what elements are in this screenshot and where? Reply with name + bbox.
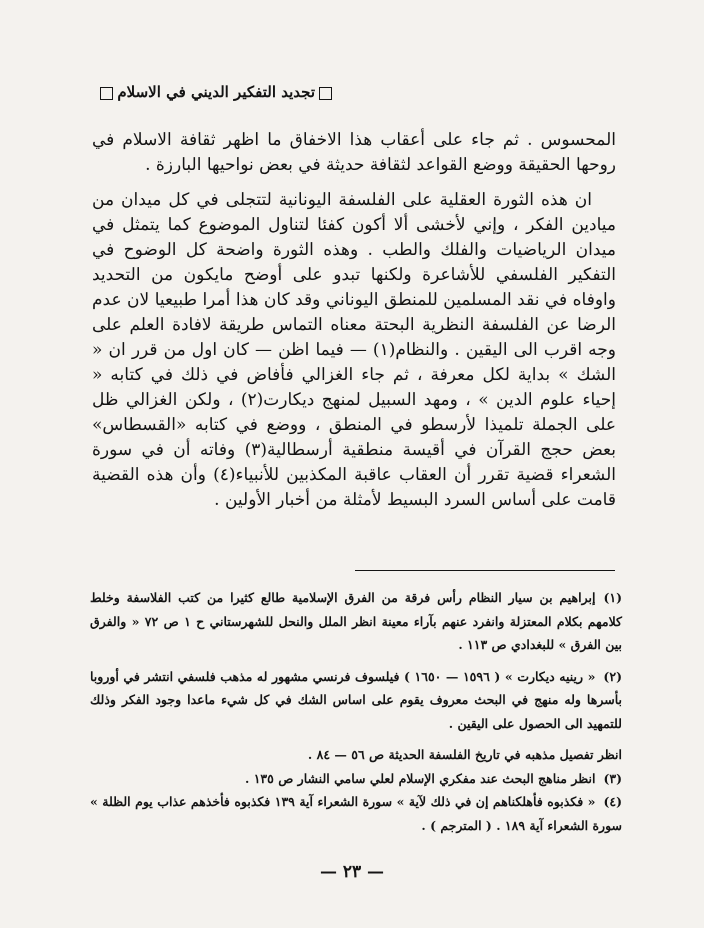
footnote [90, 767, 622, 791]
body-text [92, 128, 616, 513]
footnote-number: (٣) [603, 770, 622, 786]
footnotes [90, 586, 622, 837]
footnote-separator [355, 570, 615, 571]
footnote-text: إبراهيم بن سيار النظام رأس فرقة من الفرق الإسلامية طالع كثيرا من كتب الفلاسفة وخلط كلامهم بكلام المعتزلة وانفرد عنهم بآراء معينة انظر الملل والنحل للشهرستاني ح ١ ص ٧٢ « والفرق بين الفرق » للبغدادي ص ١١٣ . [90, 590, 622, 652]
header-square-ornament [100, 87, 113, 100]
footnote-number: (٢) [603, 668, 622, 684]
body-paragraph: ان هذه الثورة العقلية على الفلسفة اليونانية لتتجلى في كل ميدان من ميادين الفكر ، وإني لأخشى ألا أكون كفئا لتناول الموضوع كما يتمثل في ميدان الرياضيات والفلك والطب . وهذه الثورة واضحة كل الوضوح في التفكير الفلسفي للأشاعرة ولكنها تبدو على أوضح مايكون من التحديد واوفاه في نقد المسلمين للمنطق اليوناني وقد كان هذا أمرا طبيعيا لان عدم الرضا عن الفلسفة النظرية البحتة معناه التماس طريقة لافادة العلم على وجه اقرب الى اليقين . والنظام(١) — فيما اظن — كان اول من قرر ان « الشك » بداية لكل معرفة ، ثم جاء الغزالي فأفاض في ذلك في كتابه « إحياء علوم الدين » ، ومهد السبيل لمنهج ديكارت(٢) ، ولكن الغزالي ظل على الجملة تلميذا لأرسطو في المنطق ، ووضع في كتابه «القسطاس» بعض حجج القرآن في أقيسة منطقية أرسطالية(٣) وفاته أن في سورة الشعراء قضية تقرر أن العقاب عاقبة المكذبين للأنبياء(٤) وأن هذه القضية قامت على أساس السرد البسيط لأمثلة من أخبار الأولين . [92, 190, 617, 510]
body-paragraph: المحسوس . ثم جاء على أعقاب هذا الاخفاق ما اظهر ثقافة الاسلام في روحها الحقيقة ووضع القواعد لثقافة حديثة في بعض نواحيها البارزة . [92, 130, 616, 175]
footnote [90, 586, 622, 657]
footnote-text: « فكذبوه فأهلكناهم إن في ذلك لآية » سورة الشعراء آية ١٣٩ فكذبوه فأخذهم عذاب يوم الظلة » سورة الشعراء آية ١٨٩ . ( المترجم ) . [90, 794, 622, 833]
footnote-number: (١) [603, 590, 622, 605]
page-number: — ٢٣ — [319, 862, 385, 882]
footnote [90, 665, 622, 736]
footnote-number: (٤) [603, 794, 622, 809]
footnote [90, 790, 622, 837]
footnote-text: انظر مناهج البحث عند مفكري الإسلام لعلي سامي النشار ص ١٣٥ . [244, 770, 596, 786]
footnote [90, 743, 622, 767]
footnote-text: انظر تفصيل مذهبه في تاريخ الفلسفة الحديثة ص ٥٦ — ٨٤ . [307, 747, 622, 762]
header-title: تجديد التفكير الديني في الاسلام [117, 83, 315, 101]
footnote-text: « رينيه ديكارت » ( ١٥٩٦ — ١٦٥٠ ) فيلسوف فرنسي مشهور له مذهب فلسفي انتشر في أوروبا بأسرها وله منهج في البحث معروف يقوم على اساس الشك في كل شيء ماعدا وجود الفكر وذلك للتمهيد الى الحصول على اليقين . [90, 668, 622, 731]
header-square-ornament [319, 87, 332, 100]
running-header [96, 80, 336, 104]
